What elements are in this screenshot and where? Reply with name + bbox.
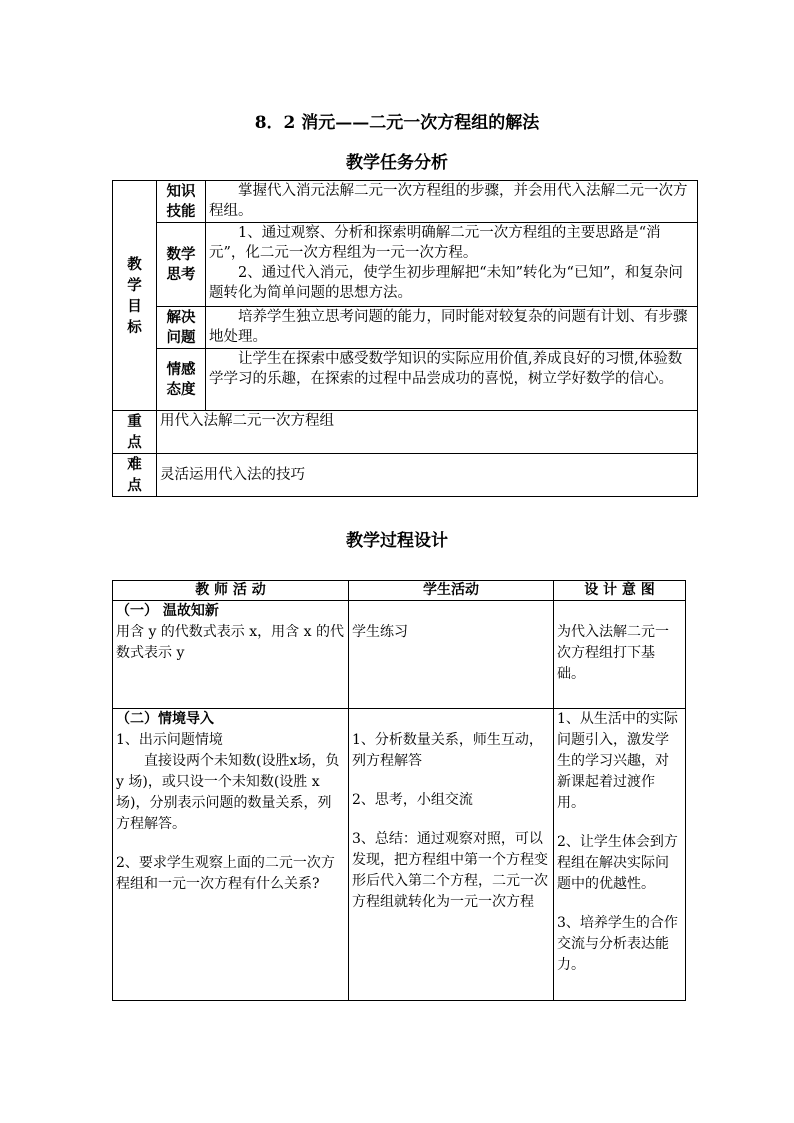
section1-student xyxy=(349,601,554,709)
section1-teacher xyxy=(113,601,349,709)
section1-title: （一） 温故知新 xyxy=(116,603,219,619)
math-thinking-point-1: 1、通过观察、分析和探索明确解二元一次方程组的主要思路是“消元”，化二元一次方程组为一元一次方程。 xyxy=(209,225,661,261)
page-title: 8．2 消元——二元一次方程组的解法 xyxy=(254,113,540,133)
key-point-label: 重点 xyxy=(113,411,157,454)
section2-student-step1: 1、分析数量关系，师生互动，列方程解答 xyxy=(352,732,543,769)
section1-intent-text: 为代入法解二元一次方程组打下基础。 xyxy=(557,624,669,682)
process-design-table xyxy=(112,580,686,1001)
task-analysis-heading: 教学任务分析 xyxy=(346,153,448,173)
objective-content-knowledge: 掌握代入消元法解二元一次方程组的步骤，并会用代入法解二元一次方程组。 xyxy=(206,181,698,223)
section2-student-step3: 3、总结：通过观察对照，可以发现，把方程组中第一个方程变形后代入第二个方程，二元一次方程组就转化为一元一次方程 xyxy=(352,831,548,910)
header-student-activity: 学生活动 xyxy=(349,581,554,601)
section2-teacher-step1: 1、出示问题情境 xyxy=(116,732,223,748)
objective-label-knowledge: 知识技能 xyxy=(157,181,206,223)
objective-content-problem-solving: 培养学生独立思考问题的能力，同时能对较复杂的问题有计划、有步骤地处理。 xyxy=(206,307,698,349)
math-thinking-point-2: 2、通过代入消元，使学生初步理解把“未知”转化为“已知”，和复杂问题转化为简单问题的思想方法。 xyxy=(209,265,683,301)
objective-label-problem-solving: 解决问题 xyxy=(157,307,206,349)
section2-intent xyxy=(554,709,686,1001)
section2-teacher-step2: 2、要求学生观察上面的二元一次方程组和一元一次方程有什么关系? xyxy=(116,855,335,892)
objective-label-attitude: 情感态度 xyxy=(157,349,206,411)
section2-teacher-step1-detail: 直接设两个未知数(设胜x场，负 y 场)，或只设一个未知数(设胜 x 场)，分别表示问题的数量关系，列方程解答。 xyxy=(116,753,340,832)
section2-title: （二）情境导入 xyxy=(116,711,214,727)
key-point-content: 用代入法解二元一次方程组 xyxy=(157,411,698,454)
section1-intent xyxy=(554,601,686,709)
header-teacher-activity: 教 师 活 动 xyxy=(113,581,349,601)
process-design-heading: 教学过程设计 xyxy=(346,531,448,551)
objective-label-math-thinking: 数学思考 xyxy=(157,223,206,307)
objective-content-attitude: 让学生在探索中感受数学知识的实际应用价值,养成良好的习惯,体验数学学习的乐趣，在探索的过程中品尝成功的喜悦，树立学好数学的信心。 xyxy=(206,349,698,411)
difficulty-content: 灵活运用代入法的技巧 xyxy=(157,454,698,497)
section2-intent-1: 1、从生活中的实际问题引入，激发学生的学习兴趣，对新课起着过渡作用。 xyxy=(557,711,678,811)
difficulty-label: 难点 xyxy=(113,454,157,497)
objective-content-math-thinking xyxy=(206,223,698,307)
section2-student xyxy=(349,709,554,1001)
section2-intent-2: 2、让学生体会到方程组在解决实际问题中的优越性。 xyxy=(557,834,678,892)
header-design-intent: 设 计 意 图 xyxy=(554,581,686,601)
section2-intent-3: 3、培养学生的合作交流与分析表达能力。 xyxy=(557,915,678,973)
section1-student-text: 学生练习 xyxy=(352,624,408,640)
section2-student-step2: 2、思考，小组交流 xyxy=(352,792,473,808)
section2-teacher xyxy=(113,709,349,1001)
objectives-group-label: 教学目标 xyxy=(113,181,157,411)
task-analysis-table xyxy=(112,180,698,497)
section1-teacher-text: 用含 y 的代数式表示 x，用含 x 的代数式表示 y xyxy=(116,624,344,661)
